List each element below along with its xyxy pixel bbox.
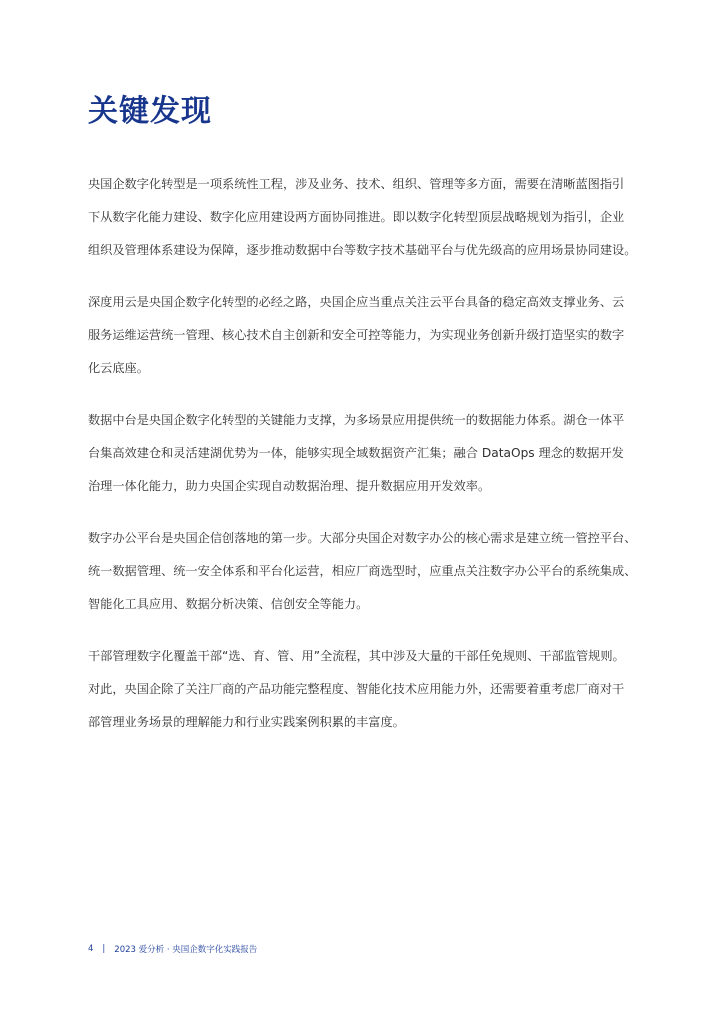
text-line: 数据中台是央国企数字化转型的关键能力支撑，为多场景应用提供统一的数据能力体系。湖仓一体平 <box>88 413 625 427</box>
page-footer <box>88 943 257 955</box>
paragraph-cadre-management <box>88 640 648 739</box>
text-line: 组织及管理体系建设为保障，逐步推动数据中台等数字技术基础平台与优先级高的应用场景协同建设。 <box>88 243 637 257</box>
text-line: 治理一体化能力，助力央国企实现自动数据治理、提升数据应用开发效率。 <box>88 479 491 493</box>
text-line: 台集高效建仓和灵活建湖优势为一体，能够实现全域数据资产汇集；融合 DataOps 理念的数据开发 <box>88 446 624 460</box>
paragraph-data-platform <box>88 404 648 503</box>
text-line: 对此，央国企除了关注厂商的产品功能完整程度、智能化技术应用能力外，还需要着重考虑厂商对干 <box>88 682 625 696</box>
text-line: 智能化工具应用、数据分析决策、信创安全等能力。 <box>88 597 369 611</box>
text-line: 统一数据管理、统一安全体系和平台化运营，相应厂商选型时，应重点关注数字办公平台的系统集成、 <box>88 564 637 578</box>
page-title: 关键发现 <box>88 94 212 129</box>
text-line: 深度用云是央国企数字化转型的必经之路，央国企应当重点关注云平台具备的稳定高效支撑业务、云 <box>88 295 625 309</box>
page-number: 4 <box>88 944 94 954</box>
text-line: 部管理业务场景的理解能力和行业实践案例积累的丰富度。 <box>88 715 405 729</box>
text-line: 下从数字化能力建设、数字化应用建设两方面协同推进。即以数字化转型顶层战略规划为指引，企业 <box>88 210 625 224</box>
text-line: 服务运维运营统一管理、核心技术自主创新和安全可控等能力，为实现业务创新升级打造坚实的数字 <box>88 328 625 342</box>
text-line: 央国企数字化转型是一项系统性工程，涉及业务、技术、组织、管理等多方面，需要在清晰蓝图指引 <box>88 177 625 191</box>
paragraph-cloud-usage <box>88 286 648 385</box>
text-line: 干部管理数字化覆盖干部“选、育、管、用”全流程，其中涉及大量的干部任免规则、干部监管规则。 <box>88 649 625 663</box>
footer-separator: | <box>102 944 106 954</box>
findings-body <box>88 168 648 758</box>
report-source: 2023 爱分析 · 央国企数字化实践报告 <box>114 945 258 955</box>
paragraph-cloud-strategy-overview <box>88 168 648 267</box>
paragraph-digital-office <box>88 522 648 621</box>
text-line: 数字办公平台是央国企信创落地的第一步。大部分央国企对数字办公的核心需求是建立统一管控平台、 <box>88 531 637 545</box>
text-line: 化云底座。 <box>88 361 149 375</box>
